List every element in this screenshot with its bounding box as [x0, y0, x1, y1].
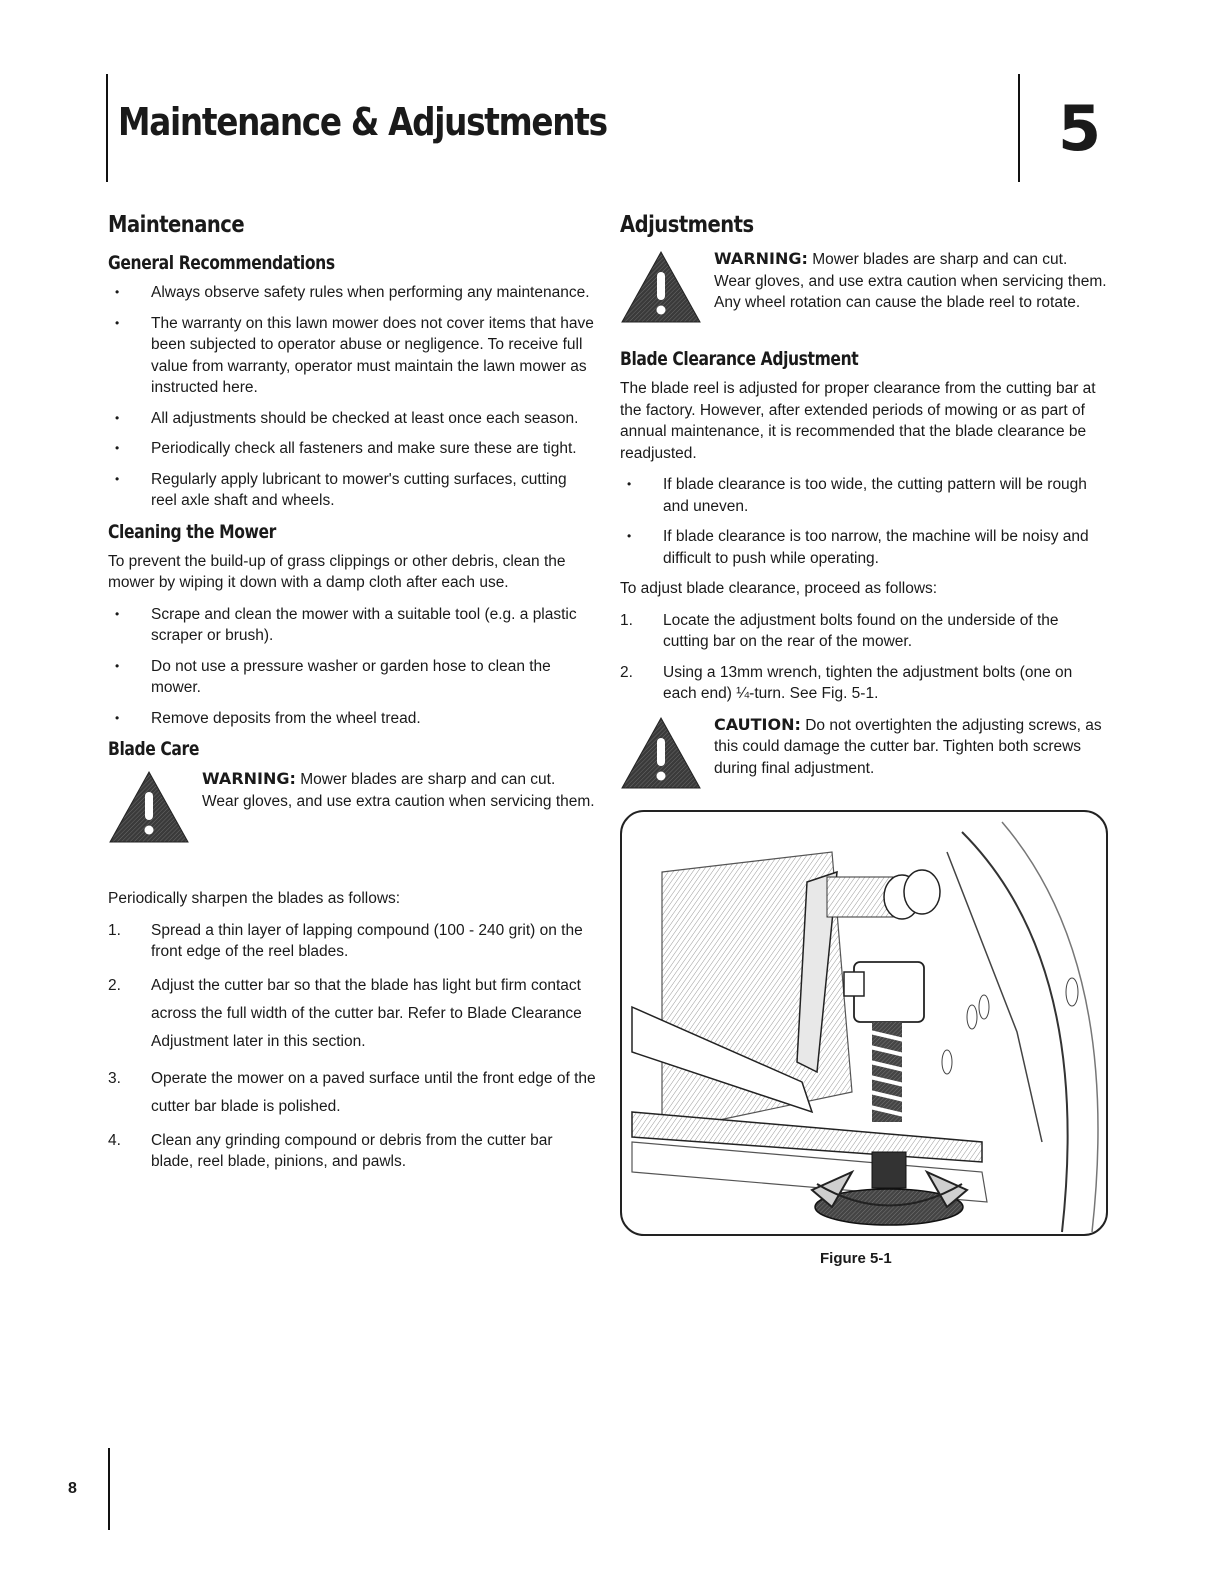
page-number: 8 [68, 1480, 77, 1497]
maintenance-heading: Maintenance [108, 212, 245, 238]
list-item: • Always observe safety rules when performing any maintenance. [115, 284, 590, 301]
blade-adjustment-illustration [622, 812, 1106, 1234]
warning-text: Mower blades are sharp and can cut. Wear gloves, and use extra caution when servicing them. Any wheel rotation can cause the blade reel to rotate. [714, 251, 1107, 311]
adjustments-column [620, 212, 1108, 820]
list-item: • Regularly apply lubricant to mower's cutting surfaces, cutting reel axle shaft and wheels. [115, 470, 567, 509]
blade-care-heading: Blade Care [108, 738, 199, 760]
blade-clearance-intro: The blade reel is adjusted for proper clearance from the cutting bar at the factory. However, after extended periods of mowing or as part of annual maintenance, it is recommended that the blade clearance be readjusted. [620, 380, 1096, 462]
warning-label: WARNING: [714, 249, 808, 268]
cleaning-heading: Cleaning the Mower [108, 520, 276, 543]
list-item: • The warranty on this lawn mower does not cover items that have been subjected to operator abuse or negligence. To receive full value from warranty, operator must maintain the lawn mower as instructed here. [115, 314, 594, 396]
blade-clearance-steps [620, 610, 1108, 705]
list-item: • Remove deposits from the wheel tread. [115, 709, 421, 727]
cleaning-intro: To prevent the build-up of grass clippings or other debris, clean the mower by wiping it down with a damp cloth after each use. [108, 552, 566, 591]
blade-clearance-heading: Blade Clearance Adjustment [620, 348, 859, 370]
list-item: 2. Adjust the cutter bar so that the blade has light but firm contact across the full width of the cutter bar. Refer to Blade Clearance Adjustment later in this section. [108, 976, 582, 1050]
figure-5-1-frame [620, 810, 1108, 1236]
adjustments-warning [620, 248, 1108, 338]
spring-icon [870, 1022, 904, 1122]
header-rule-right [1018, 74, 1020, 182]
list-item: • Periodically check all fasteners and make sure these are tight. [115, 440, 577, 457]
list-item: 2. Using a 13mm wrench, tighten the adjustment bolts (one on each end) ¼-turn. See Fig. 5-1. [620, 663, 1073, 702]
caution-notice [620, 714, 1108, 810]
chapter-title: Maintenance & Adjustments [118, 100, 607, 144]
list-item: 4. Clean any grinding compound or debris from the cutter bar blade, reel blade, pinions, and pawls. [108, 1131, 553, 1170]
list-item: • If blade clearance is too wide, the cutting pattern will be rough and uneven. [627, 476, 1087, 515]
general-recommendations-heading: General Recommendations [108, 252, 335, 274]
list-item: • Do not use a pressure washer or garden hose to clean the mower. [115, 657, 551, 696]
header-rule-left [106, 74, 108, 182]
list-item: 1. Locate the adjustment bolts found on the underside of the cutting bar on the rear of the mower. [620, 611, 1059, 650]
blade-care-warning [108, 768, 596, 878]
list-item: 1. Spread a thin layer of lapping compound (100 - 240 grit) on the front edge of the reel blades. [108, 921, 583, 960]
list-item: 3. Operate the mower on a paved surface until the front edge of the cutter bar blade is polished. [108, 1069, 596, 1115]
footer-rule [108, 1448, 110, 1530]
chapter-number: 5 [1058, 92, 1102, 165]
general-recommendations-list [108, 282, 596, 512]
caution-triangle-icon [620, 716, 702, 790]
adjustments-heading: Adjustments [620, 212, 754, 238]
caution-label: CAUTION: [714, 714, 801, 734]
warning-label: WARNING: [202, 769, 296, 788]
blade-care-steps [108, 920, 596, 1173]
procedure-intro: To adjust blade clearance, proceed as follows: [620, 580, 938, 597]
warning-triangle-icon [620, 250, 702, 324]
warning-text: Mower blades are sharp and can cut. Wear gloves, and use extra caution when servicing them. [202, 771, 595, 810]
list-item: • Scrape and clean the mower with a suitable tool (e.g. a plastic scraper or brush). [115, 605, 577, 644]
list-item: • All adjustments should be checked at least once each season. [115, 409, 579, 427]
list-item: • If blade clearance is too narrow, the machine will be noisy and difficult to push while operating. [627, 528, 1089, 567]
cleaning-list [108, 604, 596, 730]
blade-care-intro: Periodically sharpen the blades as follows: [108, 890, 401, 907]
figure-caption: Figure 5-1 [820, 1250, 892, 1267]
maintenance-column [108, 212, 596, 1182]
warning-triangle-icon [108, 770, 190, 844]
blade-clearance-list [620, 474, 1108, 569]
caution-text: Do not overtighten the adjusting screws, as this could damage the cutter bar. Tighten both screws during final adjustment. [714, 716, 1102, 777]
